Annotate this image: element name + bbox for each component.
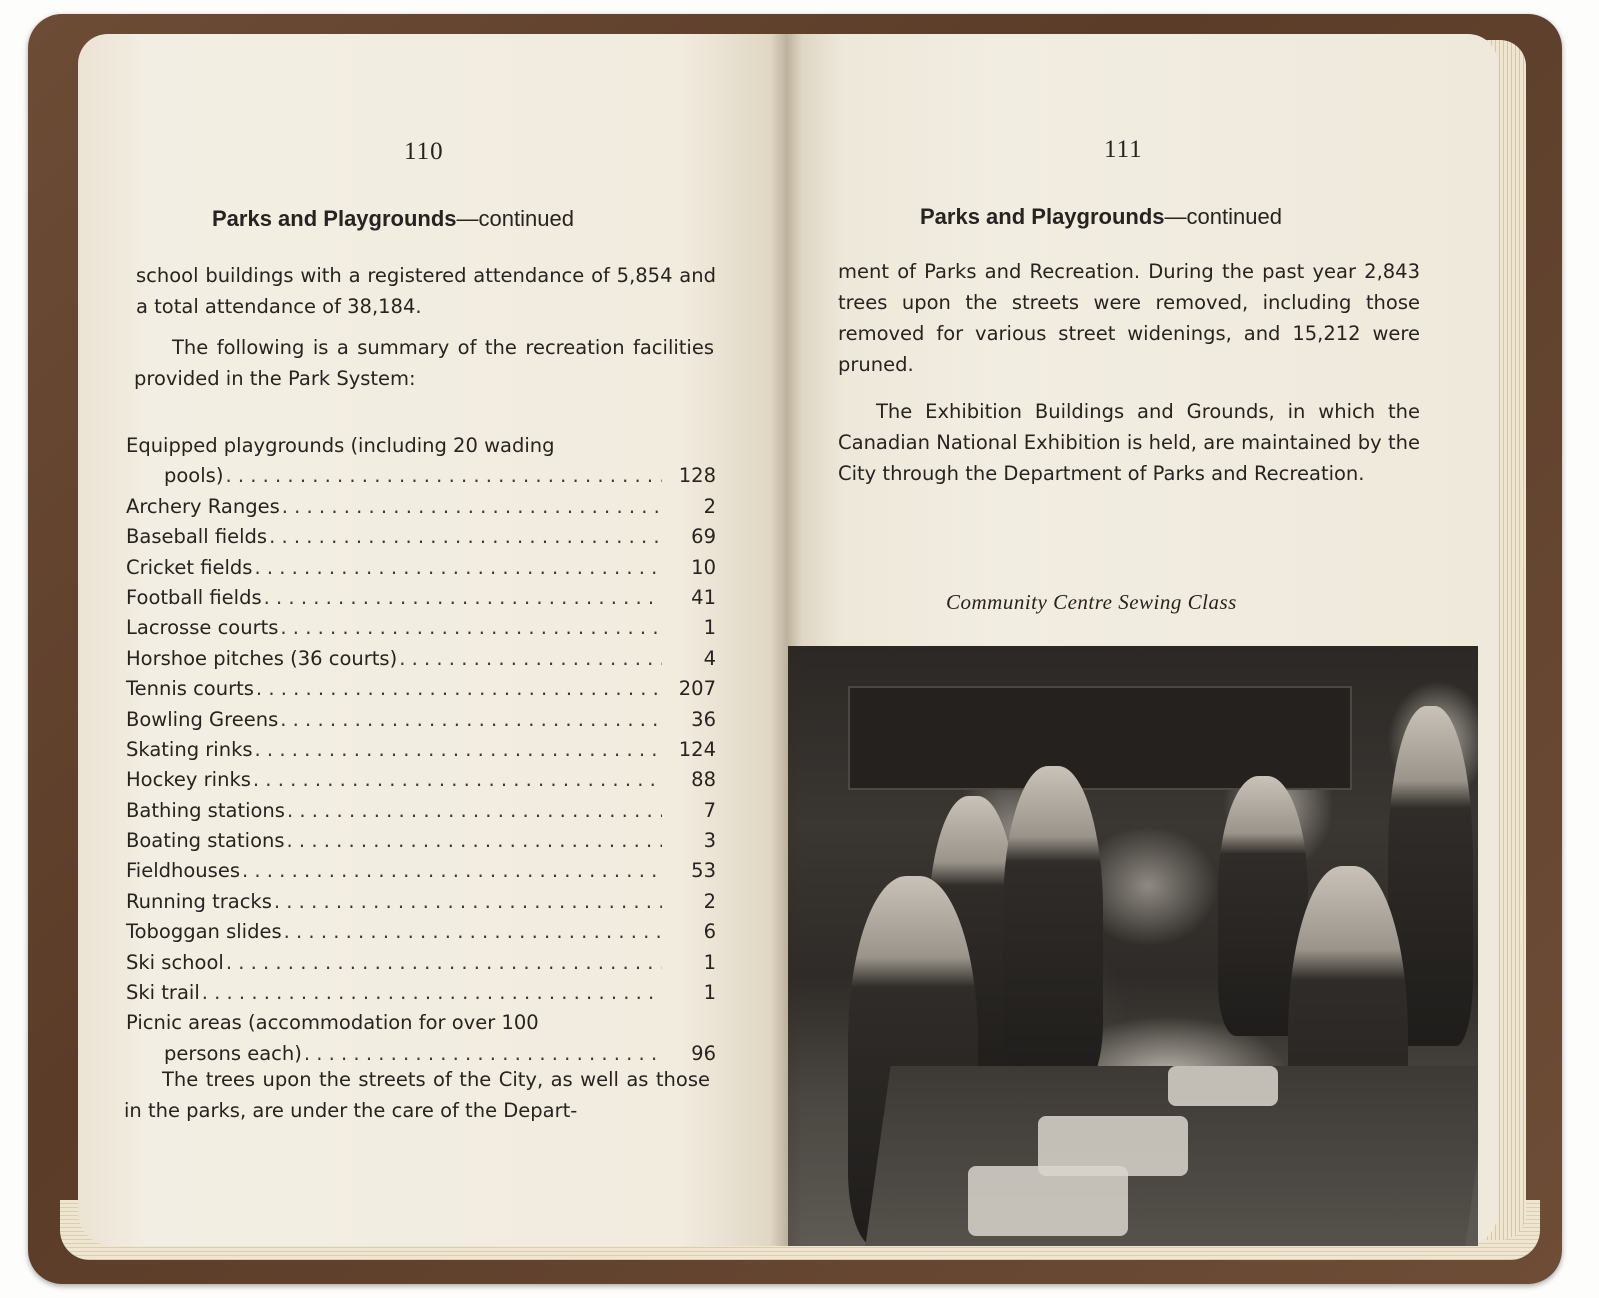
photo-fabric <box>968 1166 1128 1236</box>
facility-first-line: Equipped playgrounds (including 20 wading <box>126 434 555 457</box>
leader-dots <box>282 495 662 518</box>
facility-row <box>126 586 716 616</box>
facility-row <box>126 981 716 1011</box>
facility-label: Lacrosse courts <box>126 616 279 640</box>
heading-continued-text: —continued <box>1164 204 1282 229</box>
facility-label: Fieldhouses <box>126 859 240 883</box>
closing-paragraph: The trees upon the streets of the City, as well as those in the parks, are under the care of the Depart- <box>124 1068 710 1122</box>
facility-label: persons each) <box>164 1041 302 1065</box>
facility-rows <box>126 464 716 1011</box>
facility-row <box>126 495 716 525</box>
facility-label: Toboggan slides <box>126 920 282 944</box>
facility-row <box>126 768 716 798</box>
leader-dots <box>254 556 662 579</box>
exhibition-paragraph: The Exhibition Buildings and Grounds, in which the Canadian National Exhibition is held, are maintained by the City through the Department of Parks and Recreation. <box>838 400 1420 485</box>
facility-row <box>126 525 716 555</box>
leader-dots <box>256 677 662 700</box>
right-page-heading <box>920 204 1282 230</box>
facility-label: Baseball fields <box>126 525 268 549</box>
page-number-right: 111 <box>1104 136 1143 163</box>
sewing-class-photo <box>786 646 1478 1246</box>
facility-count: 7 <box>703 798 716 822</box>
leader-dots <box>280 616 662 639</box>
facility-row <box>126 859 716 889</box>
right-page <box>786 34 1498 1246</box>
facility-count: 4 <box>703 646 716 670</box>
facility-label: Bowling Greens <box>126 707 279 731</box>
facility-row <box>126 647 716 677</box>
facility-row <box>126 464 716 494</box>
facility-count: 6 <box>703 920 716 944</box>
facility-count: 10 <box>691 555 716 579</box>
facility-row <box>126 556 716 586</box>
leader-dots <box>242 859 662 882</box>
facility-label: Hockey rinks <box>126 768 251 792</box>
leader-dots <box>225 464 662 487</box>
leader-dots <box>280 708 662 731</box>
facilities-list <box>126 434 716 1072</box>
leader-dots <box>255 738 662 761</box>
leader-dots <box>202 981 662 1004</box>
heading-bold-text: Parks and Playgrounds <box>212 206 457 231</box>
facility-row <box>126 708 716 738</box>
leader-dots <box>287 799 662 822</box>
facility-row <box>126 616 716 646</box>
facility-count: 128 <box>678 464 716 488</box>
summary-paragraph: The following is a summary of the recreation facilities provided in the Park System: <box>134 336 714 390</box>
facility-count: 1 <box>703 981 716 1005</box>
leader-dots <box>226 951 662 974</box>
heading-bold-text: Parks and Playgrounds <box>920 204 1165 229</box>
leader-dots <box>284 920 662 943</box>
facility-label: Boating stations <box>126 829 285 853</box>
facility-count: 207 <box>678 677 716 701</box>
facility-label: Archery Ranges <box>126 494 280 518</box>
leader-dots <box>269 525 662 548</box>
facility-label: Tennis courts <box>126 677 254 701</box>
leader-dots <box>304 1042 662 1065</box>
facility-count: 124 <box>678 737 716 761</box>
heading-continued-text: —continued <box>456 206 574 231</box>
facility-count: 53 <box>691 859 716 883</box>
facility-label: Football fields <box>126 585 262 609</box>
facility-row <box>126 738 716 768</box>
facility-label: Bathing stations <box>126 798 285 822</box>
trees-paragraph: ment of Parks and Recreation. During the past year 2,843 trees upon the streets were removed, including those removed for various street widenings, and 15,212 were pruned. <box>838 260 1420 376</box>
facility-label: Skating rinks <box>126 737 253 761</box>
page-number-left: 110 <box>404 138 444 165</box>
photo-wall-panel <box>848 686 1352 790</box>
facility-row <box>126 890 716 920</box>
intro-paragraph: school buildings with a registered attendance of 5,854 and a total attendance of 38,184. <box>136 264 716 318</box>
left-page <box>78 34 786 1246</box>
leader-dots <box>287 829 662 852</box>
facility-row <box>126 799 716 829</box>
facility-label: Ski school <box>126 950 224 974</box>
facility-row <box>126 920 716 950</box>
facility-count: 96 <box>691 1041 716 1065</box>
facility-row <box>126 829 716 859</box>
facility-label: Cricket fields <box>126 555 253 579</box>
photo-caption: Community Centre Sewing Class <box>946 590 1237 614</box>
facility-count: 2 <box>703 494 716 518</box>
facility-label: Running tracks <box>126 889 272 913</box>
facility-count: 88 <box>691 768 716 792</box>
facility-label: Horshoe pitches (36 courts) <box>126 646 398 670</box>
photo-figure <box>1003 766 1103 1086</box>
facility-count: 2 <box>703 889 716 913</box>
leader-dots <box>274 890 662 913</box>
leader-dots <box>253 768 662 791</box>
facility-count: 41 <box>691 585 716 609</box>
left-page-heading <box>212 206 574 232</box>
photo-fabric <box>1168 1066 1278 1106</box>
facility-count: 1 <box>703 616 716 640</box>
leader-dots <box>264 586 662 609</box>
facility-row <box>126 677 716 707</box>
facility-count: 36 <box>691 707 716 731</box>
facility-row <box>126 951 716 981</box>
facility-count: 1 <box>703 950 716 974</box>
facility-label: Ski trail <box>126 981 200 1005</box>
picnic-first-line: Picnic areas (accommodation for over 100 <box>126 1011 539 1035</box>
facility-count: 69 <box>691 525 716 549</box>
leader-dots <box>399 647 662 670</box>
facility-count: 3 <box>703 829 716 853</box>
facility-label: pools) <box>164 464 224 488</box>
